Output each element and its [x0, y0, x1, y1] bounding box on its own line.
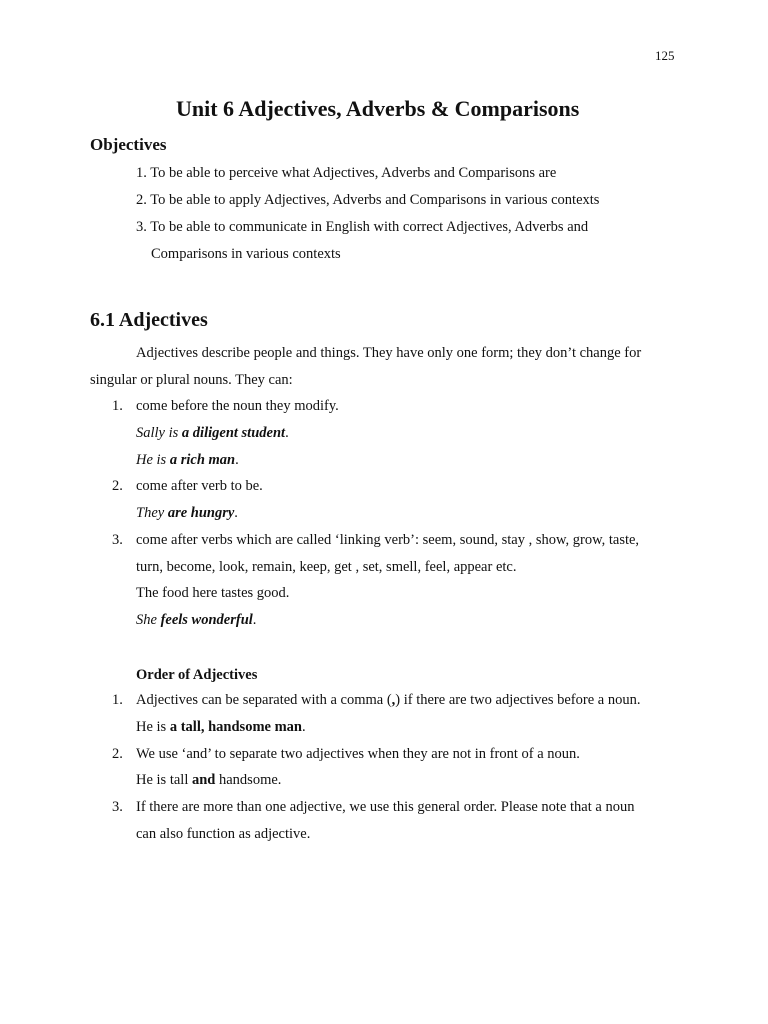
example-sentence: He is a rich man.	[136, 452, 239, 468]
objectives-heading: Objectives	[90, 135, 167, 154]
objective-item: 3. To be able to communicate in English with correct Adjectives, Adverbs and	[136, 219, 589, 235]
list-number: 2.	[112, 478, 123, 494]
list-item-continuation: can also function as adjective.	[136, 826, 311, 842]
list-item: Adjectives can be separated with a comma (,) if there are two adjectives before a noun.	[136, 692, 641, 708]
list-item: come after verb to be.	[136, 478, 263, 494]
list-number: 3.	[112, 532, 123, 548]
intro-paragraph-line: Adjectives describe people and things. They have only one form; they don’t change for	[136, 345, 642, 361]
list-item: If there are more than one adjective, we use this general order. Please note that a noun	[136, 799, 635, 815]
list-number: 3.	[112, 799, 123, 815]
list-item: come after verbs which are called ‘linking verb’: seem, sound, stay , show, grow, taste,	[136, 532, 640, 548]
page-title: Unit 6 Adjectives, Adverbs & Comparisons	[176, 96, 580, 121]
list-number: 1.	[112, 692, 123, 708]
example-sentence: Sally is a diligent student.	[136, 425, 289, 441]
list-item: We use ‘and’ to separate two adjectives when they are not in front of a noun.	[136, 746, 580, 762]
subsection-heading: Order of Adjectives	[136, 667, 258, 683]
example-sentence: She feels wonderful.	[136, 612, 257, 628]
example-sentence: The food here tastes good.	[136, 585, 290, 601]
example-sentence: He is tall and handsome.	[136, 772, 282, 788]
example-sentence: They are hungry.	[136, 505, 238, 521]
list-item-continuation: turn, become, look, remain, keep, get , set, smell, feel, appear etc.	[136, 559, 517, 575]
example-sentence: He is a tall, handsome man.	[136, 719, 306, 735]
page-number: 125	[655, 48, 675, 63]
section-heading: 6.1 Adjectives	[90, 309, 208, 331]
objective-item: 1. To be able to perceive what Adjectives, Adverbs and Comparisons are	[136, 165, 557, 181]
list-item: come before the noun they modify.	[136, 398, 339, 414]
list-number: 1.	[112, 398, 123, 414]
intro-paragraph-line: singular or plural nouns. They can:	[90, 372, 293, 388]
objective-item: 2. To be able to apply Adjectives, Adverbs and Comparisons in various contexts	[136, 192, 600, 208]
list-number: 2.	[112, 746, 123, 762]
objective-item-continuation: Comparisons in various contexts	[151, 246, 341, 262]
